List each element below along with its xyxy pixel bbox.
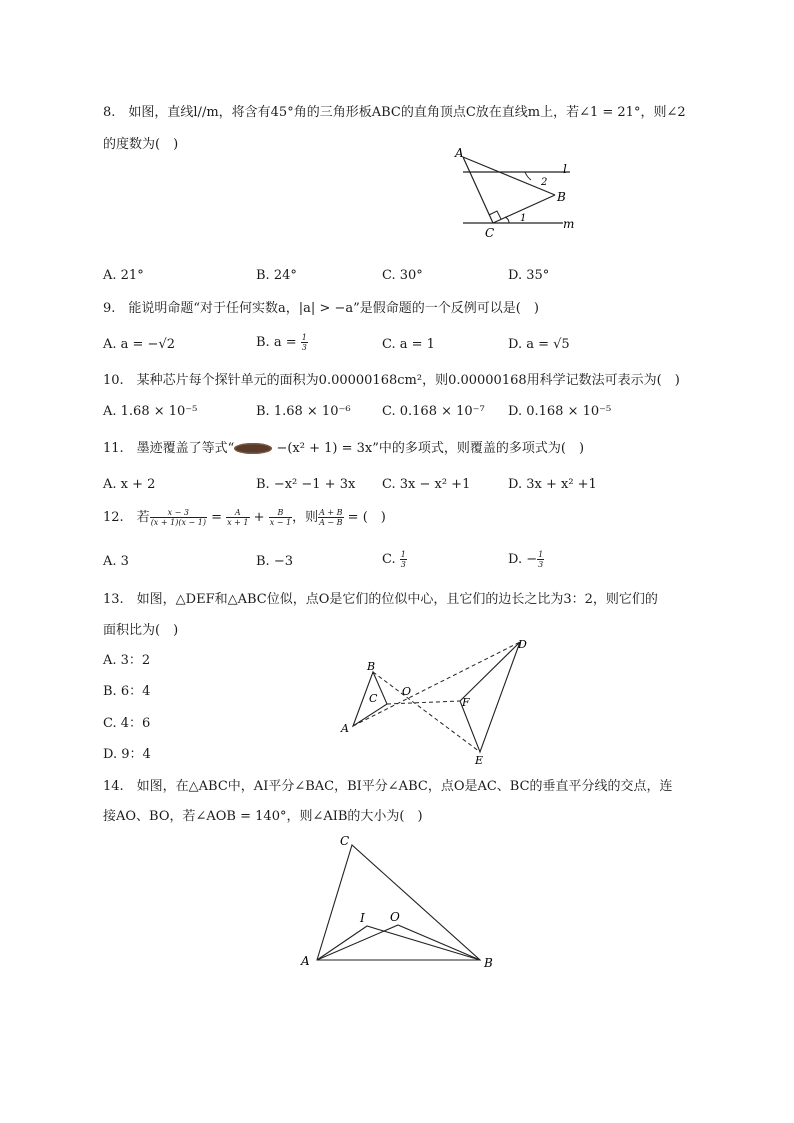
q12-c-den: 3 <box>400 560 406 569</box>
q12-post: = ( ) <box>343 510 386 525</box>
q13-option-a: A. 3：2 <box>103 653 151 668</box>
q13-option-c: C. 4：6 <box>103 716 151 731</box>
q11-stem-post: −(x² + 1) = 3x”中的多项式，则覆盖的多项式为( ) <box>272 441 585 456</box>
q14-label-i: I <box>360 911 365 925</box>
q12-option-c <box>382 550 407 569</box>
q12-f3-num: B <box>269 508 292 518</box>
q10-option-a: A. 1.68 × 10⁻⁵ <box>103 404 198 419</box>
q13-stem-line1: 13. 如图，△DEF和△ABC位似，点O是它们的位似中心，且它们的边长之比为3：2，则它们的 <box>103 592 658 607</box>
q14-figure <box>295 830 505 975</box>
q12-f4-num: A + B <box>319 508 343 517</box>
q8-label-2: 2 <box>541 177 548 188</box>
q11-option-d: D. 3x + x² +1 <box>508 477 597 492</box>
q13-label-d: D <box>518 638 527 651</box>
q12-f4-den: A − B <box>319 518 343 527</box>
q12-option-a: A. 3 <box>103 554 129 569</box>
q9-option-b <box>256 333 308 352</box>
q10-option-b: B. 1.68 × 10⁻⁶ <box>256 404 351 419</box>
q12-pre: 12. 若 <box>103 510 150 525</box>
q9-option-a: A. a = −√2 <box>103 337 176 352</box>
q12-c-num: 1 <box>400 550 406 559</box>
q12-plus: + <box>249 510 269 525</box>
q13-label-f: F <box>462 696 470 709</box>
q13-stem-line2: 面积比为( ) <box>103 623 179 638</box>
q14-stem-line1: 14. 如图，在△ABC中，AI平分∠BAC，BI平分∠ABC，点O是AC、BC的垂直平分线的交点，连 <box>103 779 673 794</box>
q9-option-b-label: B. a = <box>256 335 301 350</box>
q10-option-c: C. 0.168 × 10⁻⁷ <box>382 404 485 419</box>
q11-option-a: A. x + 2 <box>103 477 156 492</box>
q9-b-num: 1 <box>301 333 307 342</box>
q8-option-d: D. 35° <box>508 268 550 283</box>
q12-f1-num: x − 3 <box>150 508 207 518</box>
q12-option-d-label: D. − <box>508 552 538 567</box>
q12-f2-den: x + 1 <box>227 518 249 527</box>
q12-f3-den: x − 1 <box>269 518 292 527</box>
q14-label-o: O <box>390 910 400 924</box>
q12-f2-num: A <box>226 508 249 518</box>
q13-label-b: B <box>367 660 376 673</box>
q8-label-l: l <box>563 162 567 176</box>
q12-mid: ，则 <box>292 510 319 525</box>
q8-label-m: m <box>563 217 575 231</box>
q14-label-a: A <box>301 954 310 968</box>
q13-option-d: D. 9：4 <box>103 747 151 762</box>
q13-label-a: A <box>341 722 349 735</box>
q8-stem-line2: 的度数为( ) <box>103 137 179 152</box>
q12-option-c-label: C. <box>382 552 400 567</box>
q9-stem: 9. 能说明命题“对于任何实数a，|a| > −a”是假命题的一个反例可以是( ) <box>103 301 539 316</box>
ink-blot-image <box>234 443 272 454</box>
q10-option-d: D. 0.168 × 10⁻⁵ <box>508 404 612 419</box>
q8-stem-line1: 8. 如图，直线l//m，将含有45°角的三角形板ABC的直角顶点C放在直线m上，若∠1 = 21°，则∠2 <box>103 105 686 120</box>
q11-stem-pre: 11. 墨迹覆盖了等式“ <box>103 441 235 456</box>
q11-stem <box>103 441 584 457</box>
q9-option-d: D. a = √5 <box>508 337 570 352</box>
q14-label-c: C <box>340 834 350 848</box>
q8-option-b: B. 24° <box>256 268 297 283</box>
q12-option-b: B. −3 <box>256 554 293 569</box>
q11-option-b: B. −x² −1 + 3x <box>256 477 356 492</box>
q13-label-e: E <box>475 754 484 767</box>
q8-option-c: C. 30° <box>382 268 423 283</box>
q14-stem-line2: 接AO、BO，若∠AOB = 140°，则∠AIB的大小为( ) <box>103 809 423 824</box>
q14-label-b: B <box>484 956 493 970</box>
q13-label-c: C <box>369 692 378 705</box>
q12-option-d <box>508 550 544 569</box>
q12-d-den: 3 <box>538 560 544 569</box>
q9-b-den: 3 <box>301 343 307 352</box>
q12-d-num: 1 <box>538 550 544 559</box>
q8-option-a: A. 21° <box>103 268 144 283</box>
q8-label-1: 1 <box>520 213 527 224</box>
q8-label-c: C <box>485 226 495 240</box>
q11-option-c: C. 3x − x² +1 <box>382 477 471 492</box>
q8-label-b: B <box>557 190 566 204</box>
q10-stem: 10. 某种芯片每个探针单元的面积为0.00000168cm²，则0.00000168用科学记数法可表示为( ) <box>103 373 680 388</box>
q8-label-a: A <box>455 146 464 160</box>
q12-stem <box>103 508 386 527</box>
q13-figure <box>335 632 535 767</box>
q12-eq: = <box>206 510 227 525</box>
q8-figure <box>445 145 585 245</box>
q13-option-b: B. 6：4 <box>103 684 151 699</box>
q13-label-o: O <box>402 685 412 698</box>
q12-f1-den: (x + 1)(x − 1) <box>150 518 206 527</box>
q9-option-c: C. a = 1 <box>382 337 435 352</box>
